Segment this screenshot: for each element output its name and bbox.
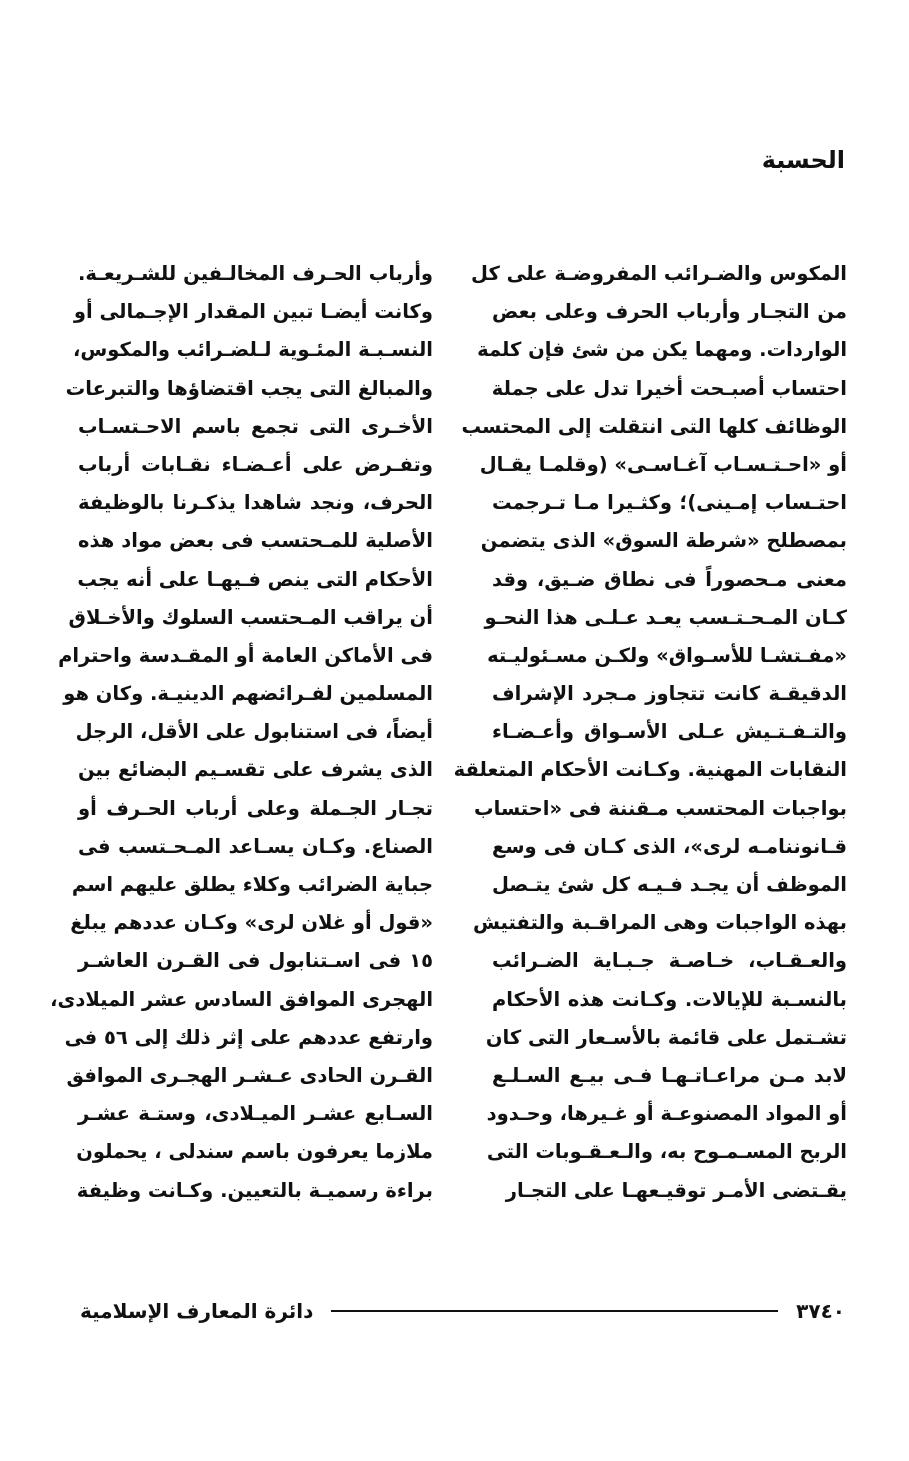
- text-line: والعـقـاب، خـاصـة جـبـاية الضـرائب: [492, 949, 847, 973]
- text-line: أن يراقب المـحتسب السلوك والأخـلاق: [68, 605, 433, 629]
- text-line: الأصلية للمـحتسب فى بعض مواد هذه: [78, 529, 433, 553]
- journal-title: دائرة المعارف الإسلامية: [80, 1299, 314, 1323]
- footer-rule: [331, 1310, 778, 1312]
- text-line: أو المواد المصنوعـة أو غـيرها، وحـدود: [486, 1102, 847, 1126]
- text-line: بهذه الواجبات وهى المراقـبة والتفتيش: [472, 911, 847, 935]
- page-footer: [80, 1296, 845, 1326]
- text-line: وأرباب الحـرف المخالـفين للشـريعـة.: [78, 262, 433, 285]
- text-line: وكانت أيضـا تبين المقدار الإجـمالى أو: [73, 300, 433, 324]
- text-line: الواردات. ومهما يكن من شئ فإن كلمة: [477, 338, 847, 362]
- text-line: الذى يشرف على تقسـيم البضائع بين: [78, 758, 433, 782]
- text-line: بالنسـبة للإيالات. وكـانت هذه الأحكام: [492, 987, 847, 1011]
- text-line: الربح المسـمـوح به، والـعـقـوبات التى: [486, 1140, 847, 1164]
- text-line: الصناع. وكـان يسـاعد المـحـتسب فى: [78, 834, 433, 858]
- text-line: من التجـار وأرباب الحرف وعلى بعض: [492, 300, 847, 324]
- text-line: بمصطلح «شرطة السوق» الذى يتضمن: [480, 529, 847, 553]
- text-line: أو «احـتـسـاب آغـاسـى» (وقلمـا يقـال: [479, 452, 847, 476]
- text-line: بواجبات المحتسب مـقننة فى «احتساب: [474, 796, 847, 820]
- text-line: ملازما يعرفون باسم سندلى ، يحملون: [76, 1140, 433, 1164]
- text-line: ١٥ فى اسـتنابول فى القـرن العاشـر: [78, 949, 433, 973]
- text-line: قـانوننامـه لرى»، الذى كـان فى وسع: [492, 834, 847, 858]
- text-line: براءة رسميـة بالتعيين. وكـانت وظيفة: [76, 1178, 433, 1202]
- text-line: تشـتمل على قائمة بالأسـعار التى كان: [485, 1025, 847, 1049]
- text-line: احتساب أصبـحت أخيرا تدل على جملة: [491, 376, 847, 400]
- text-line: الموظف أن يجـد فـيـه كل شئ يتـصل: [492, 873, 847, 896]
- text-line: الأحكام التى ينص فـيهـا على أنه يجب: [77, 567, 433, 591]
- page-number: ٣٧٤٠: [796, 1299, 845, 1323]
- text-line: والمبالغ التى يجب اقتضاؤها والتبرعات: [65, 376, 433, 400]
- text-line: «مفـتشـا للأسـواق» ولكـن مسـئوليـته: [487, 643, 847, 667]
- text-line: تجـار الجـملة وعلى أرباب الحـرف أو: [78, 796, 433, 820]
- text-line: القـرن الحادى عـشـر الهجـرى الموافق: [66, 1063, 433, 1087]
- text-column-right: [453, 255, 847, 1210]
- text-line: والتـفـتـيش عـلى الأسـواق وأعـضـاء: [492, 720, 847, 744]
- text-line: المكوس والضـرائب المفروضـة على كل: [471, 262, 847, 285]
- text-line: معنى مـحصوراً فى نطاق ضـيق، وقد: [492, 567, 847, 591]
- text-line: الوظائف كلها التى انتقلت إلى المحتسب: [461, 414, 847, 438]
- text-line: جباية الضرائب وكلاء يطلق عليهم اسم: [71, 873, 433, 896]
- text-line: النقابات المهنية. وكـانت الأحكام المتعلقة: [453, 758, 847, 782]
- text-line: النسـبـة المئـوية لـلضـرائب والمكوس،: [72, 338, 433, 362]
- text-line: «قول أو غلان لرى» وكـان عددهم يبلغ: [70, 911, 433, 935]
- text-line: لابد مـن مراعـاتـهـا فـى بيـع السـلـع: [492, 1063, 847, 1087]
- text-line: السـابع عشـر الميـلادى، وستـة عشـر: [78, 1102, 433, 1126]
- text-line: الدقيقـة كانت تتجاوز مـجرد الإشراف: [492, 682, 847, 706]
- page-header-title: الحسبة: [761, 146, 845, 174]
- text-column-left: [50, 255, 433, 1210]
- text-line: وتفـرض على أعـضـاء نقـابات أرباب: [78, 452, 433, 476]
- text-line: وارتفع عددهم على إثر ذلك إلى ٥٦ فى: [64, 1025, 433, 1049]
- text-line: يقـتضى الأمـر توقيـعهـا على التجـار: [505, 1178, 847, 1202]
- text-line: الهجرى الموافق السادس عشر الميلادى،: [50, 987, 433, 1011]
- text-line: كـان المـحـتـسب يعـد عـلـى هذا النحـو: [484, 605, 847, 629]
- text-line: الحرف، ونجد شاهدا يذكـرنا بالوظيفة: [78, 491, 433, 515]
- text-line: الأخـرى التى تجمع باسم الاحـتسـاب: [78, 414, 433, 438]
- text-line: أيضاً، فى استنابول على الأقل، الرجل: [75, 720, 433, 744]
- text-line: فى الأماكن العامة أو المقـدسة واحترام: [58, 643, 433, 667]
- text-line: احتـساب إمـينى)؛ وكثـيرا مـا تـرجمت: [492, 491, 847, 515]
- text-line: المسلمين لفـرائضهم الدينيـة. وكان هو: [63, 682, 433, 706]
